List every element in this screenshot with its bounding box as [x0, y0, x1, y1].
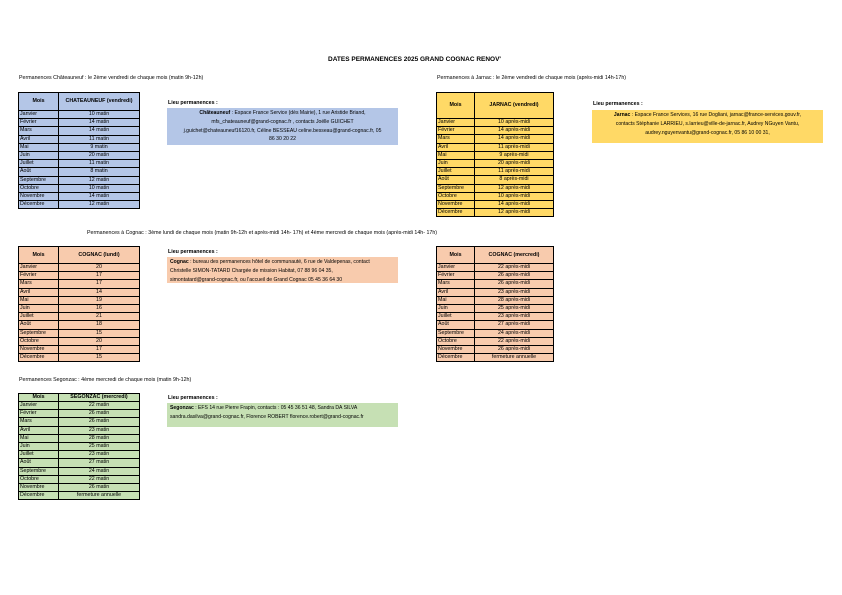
table-row — [437, 304, 554, 312]
table-row — [437, 280, 554, 288]
date-cell: 22 matin — [59, 475, 140, 483]
lieu-line: mfs_chateauneuf@grand-cognac.fr , contacts Joëlle GUICHET — [211, 118, 354, 125]
cognac-lundi-table — [18, 246, 140, 362]
month-cell: Novembre — [19, 483, 59, 491]
jarnac-lieu-label: Lieu permanences : — [593, 101, 643, 107]
segonzac-table — [18, 393, 140, 500]
table-row — [19, 451, 140, 459]
header-commune: COGNAC (lundi) — [59, 247, 140, 264]
date-cell: 27 matin — [59, 459, 140, 467]
table-row — [19, 467, 140, 475]
table-row — [437, 209, 554, 217]
month-cell: Janvier — [437, 119, 475, 127]
date-cell: 15 — [59, 329, 140, 337]
date-cell: 22 matin — [59, 402, 140, 410]
date-cell: 16 — [59, 304, 140, 312]
month-cell: Janvier — [19, 111, 59, 119]
date-cell: 25 matin — [59, 442, 140, 450]
table-row — [19, 127, 140, 135]
month-cell: Juin — [19, 151, 59, 159]
date-cell: 26 matin — [59, 418, 140, 426]
table-row — [19, 192, 140, 200]
table-row — [437, 168, 554, 176]
date-cell: 24 matin — [59, 467, 140, 475]
table-row — [437, 337, 554, 345]
date-cell: 20 matin — [59, 151, 140, 159]
cognac-note: Permanences à Cognac : 3ème lundi de chaque mois (matin 9h-12h et après-midi 14h- 17h) et 4ème mercredi de chaque mois (après-midi 14h- 17h) — [87, 230, 438, 236]
table-row — [19, 288, 140, 296]
date-cell: 22 après-midi — [475, 264, 554, 272]
jarnac-lieu-box — [592, 110, 823, 143]
date-cell: 20 après-midi — [475, 159, 554, 167]
table-row — [437, 296, 554, 304]
date-cell: 26 matin — [59, 410, 140, 418]
month-cell: Janvier — [437, 264, 475, 272]
table-row — [19, 111, 140, 119]
table-row — [19, 151, 140, 159]
header-commune: COGNAC (mercredi) — [475, 247, 554, 264]
table-row — [437, 354, 554, 362]
table-row — [19, 329, 140, 337]
date-cell: 11 après-midi — [475, 168, 554, 176]
table-row — [437, 159, 554, 167]
lieu-line: simontatard@grand-cognac.fr, ou l'accueil de Grand Cognac 05 45 36 64 30 — [170, 276, 343, 283]
month-cell: Novembre — [437, 200, 475, 208]
table-row — [19, 483, 140, 491]
date-cell: 12 après-midi — [475, 184, 554, 192]
month-cell: Octobre — [437, 192, 475, 200]
month-cell: Décembre — [19, 492, 59, 500]
date-cell: 23 après-midi — [475, 288, 554, 296]
table-row — [19, 418, 140, 426]
date-cell: 26 après-midi — [475, 345, 554, 353]
date-cell: 14 matin — [59, 192, 140, 200]
table-row — [19, 337, 140, 345]
month-cell: Août — [437, 176, 475, 184]
segonzac-lieu-box — [167, 403, 398, 427]
month-cell: Août — [19, 459, 59, 467]
date-cell: 18 — [59, 321, 140, 329]
date-cell: 19 — [59, 296, 140, 304]
table-row — [437, 313, 554, 321]
month-cell: Avril — [19, 426, 59, 434]
month-cell: Novembre — [19, 192, 59, 200]
month-cell: Juin — [437, 304, 475, 312]
chateauneuf-lieu-label: Lieu permanences : — [168, 100, 218, 106]
table-row — [437, 272, 554, 280]
table-row — [19, 304, 140, 312]
date-cell: 23 matin — [59, 451, 140, 459]
chateauneuf-note: Permanences Châteauneuf : le 2ème vendredi de chaque mois (matin 9h-12h) — [19, 75, 204, 81]
table-row — [437, 184, 554, 192]
month-cell: Février — [19, 272, 59, 280]
table-row — [437, 119, 554, 127]
table-row — [19, 475, 140, 483]
month-cell: Janvier — [19, 402, 59, 410]
table-row — [19, 143, 140, 151]
table-row — [19, 410, 140, 418]
table-row — [19, 176, 140, 184]
table-row — [437, 143, 554, 151]
date-cell: 11 matin — [59, 135, 140, 143]
month-cell: Mars — [19, 127, 59, 135]
month-cell: Mars — [437, 135, 475, 143]
date-cell: 14 après-midi — [475, 135, 554, 143]
month-cell: Octobre — [19, 184, 59, 192]
header-mois: Mois — [19, 93, 59, 111]
month-cell: Septembre — [437, 329, 475, 337]
table-row — [19, 354, 140, 362]
header-commune: JARNAC (vendredi) — [475, 93, 554, 119]
date-cell: 11 après-midi — [475, 143, 554, 151]
month-cell: Juillet — [437, 168, 475, 176]
cognac-mercredi-table — [436, 246, 554, 362]
jarnac-table — [436, 92, 554, 217]
month-cell: Juillet — [19, 451, 59, 459]
date-cell: 17 — [59, 272, 140, 280]
jarnac-note: Permanences à Jarnac : le 2ème vendredi de chaque mois (après-midi 14h-17h) — [437, 75, 627, 81]
date-cell: 10 matin — [59, 184, 140, 192]
month-cell: Avril — [19, 135, 59, 143]
date-cell: 8 matin — [59, 168, 140, 176]
date-cell: 22 après-midi — [475, 337, 554, 345]
table-row — [19, 160, 140, 168]
month-cell: Février — [19, 119, 59, 127]
month-cell: Décembre — [19, 201, 59, 209]
table-row — [437, 264, 554, 272]
date-cell: 26 après-midi — [475, 280, 554, 288]
header-commune: SEGONZAC (mercredi) — [59, 394, 140, 402]
month-cell: Mars — [19, 280, 59, 288]
month-cell: Août — [437, 321, 475, 329]
date-cell: 25 après-midi — [475, 304, 554, 312]
date-cell: 10 après-midi — [475, 119, 554, 127]
month-cell: Avril — [437, 288, 475, 296]
table-row — [19, 426, 140, 434]
month-cell: Avril — [437, 143, 475, 151]
date-cell: 26 matin — [59, 483, 140, 491]
table-row — [19, 492, 140, 500]
date-cell: 14 matin — [59, 127, 140, 135]
date-cell: 9 matin — [59, 143, 140, 151]
header-commune: CHATEAUNEUF (vendredi) — [59, 93, 140, 111]
table-row — [19, 313, 140, 321]
month-cell: Décembre — [19, 354, 59, 362]
date-cell: 17 — [59, 280, 140, 288]
table-row — [19, 321, 140, 329]
date-cell: 8 après-midi — [475, 176, 554, 184]
lieu-line: j.guichet@chateauneuf16120.fr, Céline BESSEAU celine.besseau@grand-cognac.fr, 05 — [183, 127, 382, 134]
month-cell: Novembre — [437, 345, 475, 353]
date-cell: 12 matin — [59, 176, 140, 184]
table-row — [19, 345, 140, 353]
month-cell: Mai — [19, 296, 59, 304]
month-cell: Octobre — [19, 475, 59, 483]
month-cell: Décembre — [437, 354, 475, 362]
month-cell: Juillet — [19, 160, 59, 168]
lieu-line: audrey.nguyenvantu@grand-cognac.fr, 05 86 10 00 31, — [645, 129, 770, 136]
lieu-line: 86 30 20 22 — [269, 136, 296, 143]
month-cell: Octobre — [437, 337, 475, 345]
lieu-line: Christelle SIMON-TATARD Chargée de mission Habitat, 07 88 96 04 35, — [170, 267, 333, 274]
table-row — [19, 119, 140, 127]
month-cell: Mars — [437, 280, 475, 288]
date-cell: 28 après-midi — [475, 296, 554, 304]
table-row — [437, 321, 554, 329]
table-row — [19, 168, 140, 176]
table-row — [19, 402, 140, 410]
header-mois: Mois — [437, 93, 475, 119]
table-row — [437, 127, 554, 135]
month-cell: Janvier — [19, 264, 59, 272]
month-cell: Février — [437, 272, 475, 280]
date-cell: 23 après-midi — [475, 313, 554, 321]
month-cell: Décembre — [437, 209, 475, 217]
month-cell: Juin — [19, 304, 59, 312]
month-cell: Septembre — [437, 184, 475, 192]
segonzac-lieu-label: Lieu permanences : — [168, 395, 218, 401]
month-cell: Septembre — [19, 176, 59, 184]
table-row — [437, 151, 554, 159]
lieu-line: Cognac : bureau des permanences hôtel de communauté, 6 rue de Valdepenas, contact — [170, 259, 370, 265]
month-cell: Février — [19, 410, 59, 418]
month-cell: Août — [19, 321, 59, 329]
table-row — [437, 329, 554, 337]
date-cell: 24 après-midi — [475, 329, 554, 337]
month-cell: Septembre — [19, 467, 59, 475]
table-row — [437, 176, 554, 184]
lieu-line: sandra.dasilva@grand-cognac.fr, Florence ROBERT florence.robert@grand-cognac.fr — [170, 413, 364, 420]
date-cell: 20 — [59, 337, 140, 345]
table-row — [19, 459, 140, 467]
date-cell: 10 après-midi — [475, 192, 554, 200]
month-cell: Mai — [19, 143, 59, 151]
table-row — [19, 264, 140, 272]
month-cell: Mai — [19, 434, 59, 442]
month-cell: Juillet — [19, 313, 59, 321]
table-row — [437, 200, 554, 208]
chateauneuf-table — [18, 92, 140, 209]
date-cell: 11 matin — [59, 160, 140, 168]
date-cell: fermeture annuelle — [475, 354, 554, 362]
table-row — [19, 434, 140, 442]
date-cell: 14 après-midi — [475, 127, 554, 135]
table-row — [19, 272, 140, 280]
header-mois: Mois — [437, 247, 475, 264]
month-cell: Juin — [19, 442, 59, 450]
cognac-lieu-label: Lieu permanences : — [168, 249, 218, 255]
table-row — [437, 345, 554, 353]
page-title: DATES PERMANENCES 2025 GRAND COGNAC RENOV' — [328, 56, 501, 63]
date-cell: 14 matin — [59, 119, 140, 127]
date-cell: 17 — [59, 345, 140, 353]
month-cell: Novembre — [19, 345, 59, 353]
table-row — [19, 296, 140, 304]
date-cell: 14 — [59, 288, 140, 296]
chateauneuf-lieu-box — [167, 108, 398, 145]
date-cell: 12 après-midi — [475, 209, 554, 217]
lieu-line: Châteauneuf : Espace France Service (dès Mairie), 1 rue Aristide Briand, — [199, 110, 366, 116]
date-cell: 27 après-midi — [475, 321, 554, 329]
segonzac-note: Permanences Segonzac : 4ème mercredi de chaque mois (matin 9h-12h) — [19, 377, 192, 383]
table-row — [19, 184, 140, 192]
month-cell: Septembre — [19, 329, 59, 337]
table-row — [437, 135, 554, 143]
date-cell: 23 matin — [59, 426, 140, 434]
table-row — [19, 442, 140, 450]
date-cell: 12 matin — [59, 201, 140, 209]
date-cell: 26 après-midi — [475, 272, 554, 280]
date-cell: 21 — [59, 313, 140, 321]
month-cell: Février — [437, 127, 475, 135]
month-cell: Octobre — [19, 337, 59, 345]
date-cell: 15 — [59, 354, 140, 362]
lieu-line: Jarnac : Espace France Services, 16 rue Dogliani, jarnac@france-services.gouv.fr, — [613, 112, 802, 118]
month-cell: Avril — [19, 288, 59, 296]
date-cell: fermeture annuelle — [59, 492, 140, 500]
month-cell: Mai — [437, 151, 475, 159]
lieu-line: Segonzac : EFS 14 rue Pierre Frapin, contacts : 05 45 36 51 48, Sandra DA SILVA — [170, 405, 358, 411]
date-cell: 9 après-midi — [475, 151, 554, 159]
date-cell: 28 matin — [59, 434, 140, 442]
header-mois: Mois — [19, 247, 59, 264]
table-row — [19, 135, 140, 143]
date-cell: 14 après-midi — [475, 200, 554, 208]
month-cell: Juillet — [437, 313, 475, 321]
table-row — [19, 280, 140, 288]
month-cell: Mars — [19, 418, 59, 426]
table-row — [19, 201, 140, 209]
lieu-line: contacts Stéphanie LARRIEU, s.larrieu@ville-de-jarnac.fr, Audrey NGuyen Vantu, — [615, 120, 800, 127]
month-cell: Mai — [437, 296, 475, 304]
header-mois: Mois — [19, 394, 59, 402]
cognac-lieu-box — [167, 257, 398, 283]
month-cell: Août — [19, 168, 59, 176]
date-cell: 10 matin — [59, 111, 140, 119]
date-cell: 20 — [59, 264, 140, 272]
table-row — [437, 192, 554, 200]
month-cell: Juin — [437, 159, 475, 167]
table-row — [437, 288, 554, 296]
